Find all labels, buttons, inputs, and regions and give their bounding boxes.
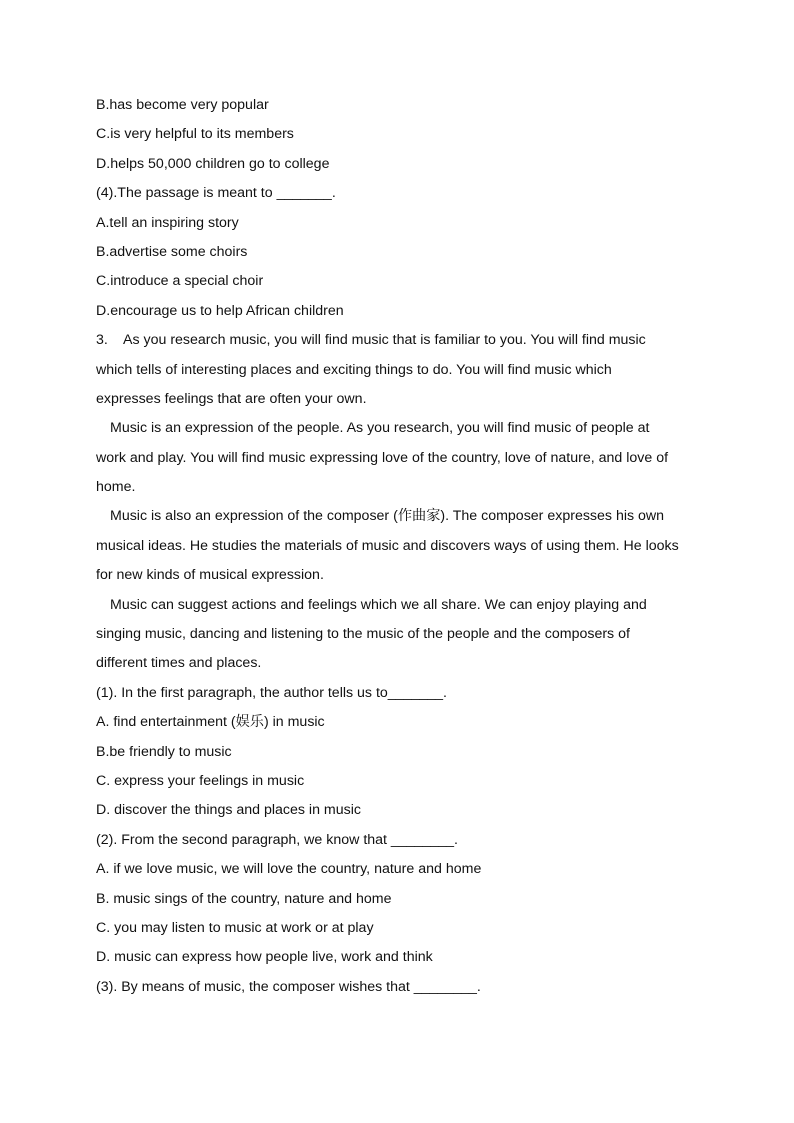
passage-line: singing music, dancing and listening to the music of the people and the composers of: [96, 626, 630, 643]
passage-line: Music is also an expression of the composer (作曲家). The composer expresses his own: [110, 508, 665, 525]
passage-number: 3.: [96, 332, 108, 349]
option-line: B.advertise some choirs: [96, 243, 248, 260]
option-line: B.be friendly to music: [96, 743, 232, 760]
option-line: C.introduce a special choir: [96, 273, 264, 290]
option-line: D.helps 50,000 children go to college: [96, 155, 330, 172]
passage-line: different times and places.: [96, 655, 262, 672]
option-line: C.is very helpful to its members: [96, 126, 294, 143]
option-line: C. express your feelings in music: [96, 772, 305, 789]
option-line: C. you may listen to music at work or at play: [96, 919, 374, 936]
option-line: A. find entertainment (娱乐) in music: [96, 714, 325, 731]
question-stem: (1). In the first paragraph, the author tells us to_______.: [96, 684, 447, 701]
passage-line: Music can suggest actions and feelings which we all share. We can enjoy playing and: [110, 596, 647, 613]
question-stem: (2). From the second paragraph, we know that ________.: [96, 831, 458, 848]
passage-line: home.: [96, 479, 136, 496]
option-line: D. music can express how people live, work and think: [96, 949, 433, 966]
passage-text: As you research music, you will find music that is familiar to you. You will find music: [123, 332, 646, 349]
option-line: B.has become very popular: [96, 97, 269, 113]
passage-line: musical ideas. He studies the materials of music and discovers ways of using them. He looks: [96, 537, 679, 554]
option-line: D.encourage us to help African children: [96, 302, 344, 319]
question-stem: (4).The passage is meant to _______.: [96, 185, 336, 202]
question-stem: (3). By means of music, the composer wishes that ________.: [96, 978, 481, 995]
passage-line: expresses feelings that are often your own.: [96, 390, 367, 407]
passage-line: Music is an expression of the people. As you research, you will find music of people at: [110, 420, 650, 437]
passage-line: work and play. You will find music expressing love of the country, love of nature, and love of: [96, 449, 669, 466]
passage-line: which tells of interesting places and exciting things to do. You will find music which: [96, 361, 612, 378]
option-line: B. music sings of the country, nature and home: [96, 890, 392, 907]
option-line: D. discover the things and places in music: [96, 802, 361, 819]
option-line: A.tell an inspiring story: [96, 214, 239, 231]
option-line: A. if we love music, we will love the country, nature and home: [96, 861, 482, 878]
document-page: [96, 91, 700, 1002]
passage-line: [96, 326, 700, 355]
passage-line: for new kinds of musical expression.: [96, 567, 324, 584]
